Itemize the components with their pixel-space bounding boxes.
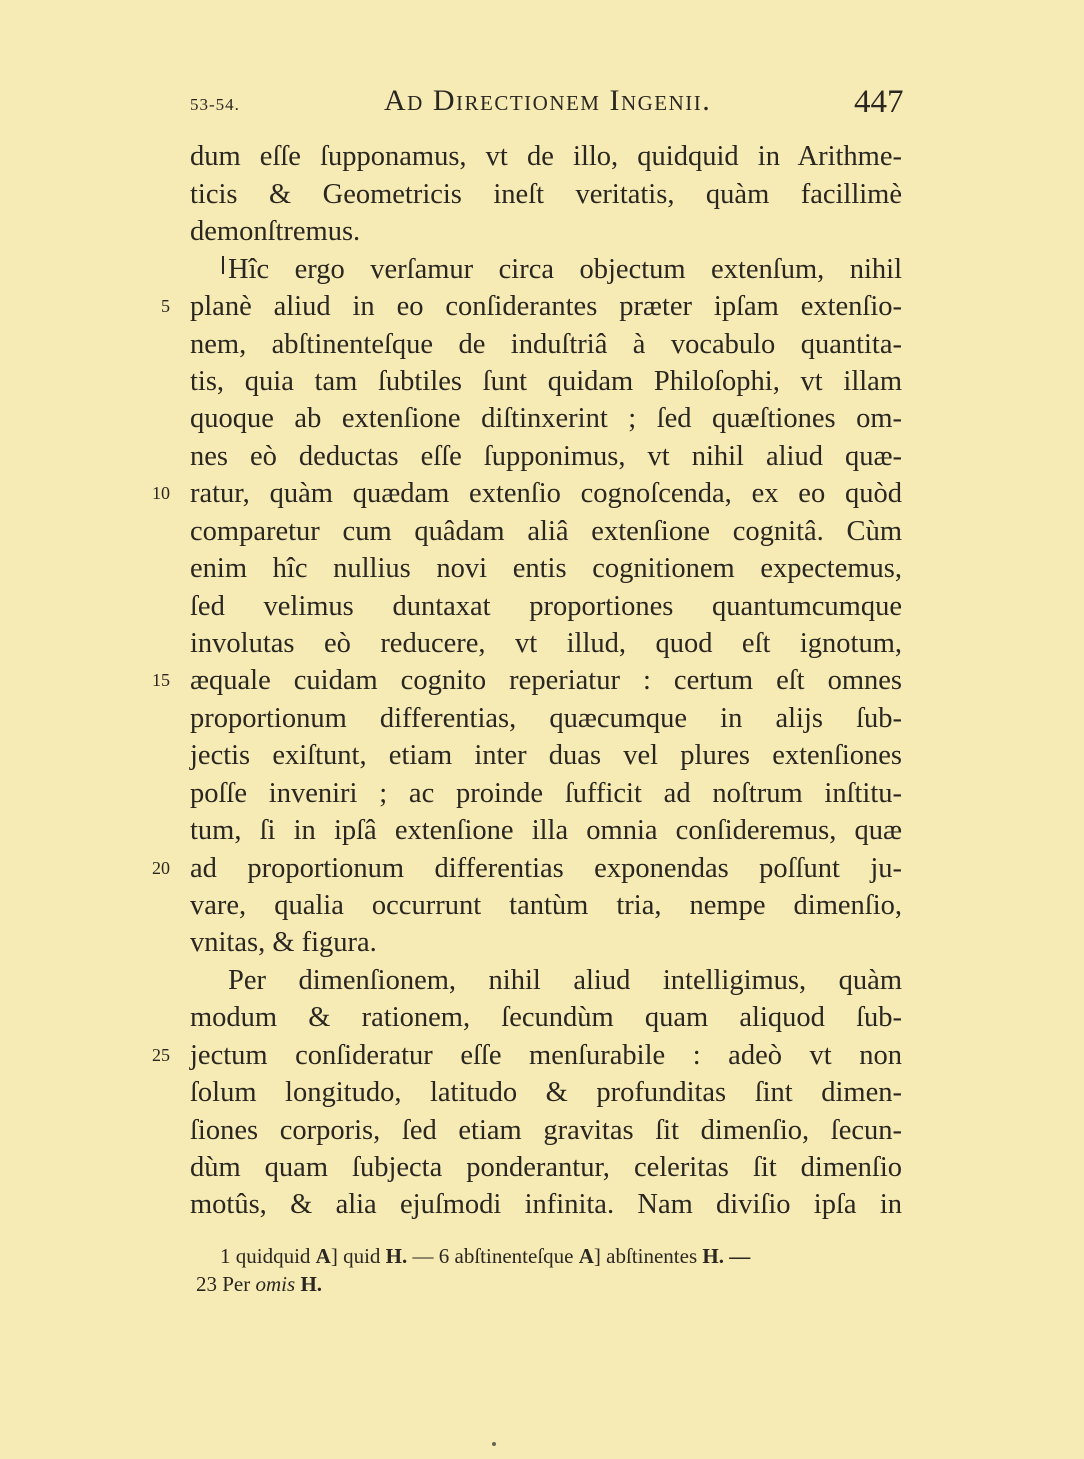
text-line: tis, quia tam ſubtiles ſunt quidam Philoſophi, vt illam	[190, 366, 902, 397]
text-line: jectis exiſtunt, etiam inter duas vel plures extenſiones	[190, 740, 902, 771]
footnote-line	[196, 1271, 322, 1298]
text-line: tum, ſi in ipſâ extenſione illa omnia conſideremus, quæ	[190, 815, 902, 846]
text-line: ſiones corporis, ſed etiam gravitas ſit dimenſio, ſecun-	[190, 1115, 902, 1146]
text-line: modum & rationem, ſecundùm quam aliquod ſub-	[190, 1002, 902, 1033]
footnote-emphasis: omis	[255, 1272, 296, 1296]
text-line: demonſtremus.	[190, 216, 361, 247]
scan-speck	[492, 1442, 496, 1446]
text-line: nes eò deductas eſſe ſupponimus, vt nihil aliud quæ-	[190, 441, 902, 472]
text-line: vnitas, & figura.	[190, 927, 377, 958]
text-line: ratur, quàm quædam extenſio cognoſcenda, ex eo quòd	[190, 478, 902, 509]
line-number: 20	[152, 858, 170, 878]
text-line: dùm quam ſubjecta ponderantur, celeritas ſit dimenſio	[190, 1152, 902, 1183]
page-number: 447	[854, 84, 904, 120]
text-line: æquale cuidam cognito reperiatur : certum eſt omnes	[190, 665, 902, 696]
text-line: Per dimenſionem, nihil aliud intelligimus, quàm	[228, 965, 902, 996]
text-line: quoque ab extenſione diſtinxerint ; ſed quæſtiones om-	[190, 403, 902, 434]
footnote-text: 23 Per	[196, 1272, 251, 1296]
line-number: 5	[161, 296, 170, 316]
footnote-text: quidquid	[235, 1244, 311, 1268]
siglum: H.	[300, 1272, 323, 1296]
text-line: ſed velimus duntaxat proportiones quantumcumque	[190, 591, 902, 622]
text-line: planè aliud in eo conſiderantes præter ipſam extenſio-	[190, 291, 902, 322]
header-page-range: 53-54.	[190, 95, 240, 114]
siglum: A	[315, 1244, 331, 1268]
text-line: nem, abſtinenteſque de induſtriâ à vocabulo quantita-	[190, 329, 902, 360]
line-number: 10	[152, 483, 170, 503]
text-line: Hîc ergo verſamur circa objectum extenſum, nihil	[228, 254, 902, 285]
footnote-text: — 6 abſtinenteſque	[412, 1244, 574, 1268]
line-number: 15	[152, 670, 170, 690]
footnote-text: 1	[220, 1244, 231, 1268]
footnote-text: ] abſtinentes	[593, 1244, 698, 1268]
text-line: proportionum differentias, quæcumque in alijs ſub-	[190, 703, 902, 734]
text-line: ſolum longitudo, latitudo & profunditas ſint dimen-	[190, 1077, 902, 1108]
text-line: motûs, & alia ejuſmodi infinita. Nam diviſio ipſa in	[190, 1189, 902, 1220]
text-line: dum eſſe ſupponamus, vt de illo, quidquid in Arithme-	[190, 141, 902, 172]
siglum: H.	[385, 1244, 408, 1268]
text-line: involutas eò reducere, vt illud, quod eſt ignotum,	[190, 628, 902, 659]
line-number: 25	[152, 1045, 170, 1065]
text-line: poſſe inveniri ; ac proinde ſufficit ad noſtrum inſtitu-	[190, 778, 902, 809]
page-break-mark	[222, 256, 224, 274]
text-line: vare, qualia occurrunt tantùm tria, nempe dimenſio,	[190, 890, 902, 921]
running-title: Ad Directionem Ingenii.	[384, 84, 712, 117]
footnote-line	[220, 1243, 750, 1270]
text-line: comparetur cum quâdam aliâ extenſione cognitâ. Cùm	[190, 516, 902, 547]
text-line: enim hîc nullius novi entis cognitionem expectemus,	[190, 553, 902, 584]
text-line: ad proportionum differentias exponendas poſſunt ju-	[190, 853, 902, 884]
text-line: ticis & Geometricis ineſt veritatis, quàm facillimè	[190, 179, 902, 210]
siglum: H. —	[702, 1244, 751, 1268]
footnote-text: ] quid	[330, 1244, 381, 1268]
siglum: A	[578, 1244, 594, 1268]
text-line: jectum conſideratur eſſe menſurabile : adeò vt non	[190, 1040, 902, 1071]
